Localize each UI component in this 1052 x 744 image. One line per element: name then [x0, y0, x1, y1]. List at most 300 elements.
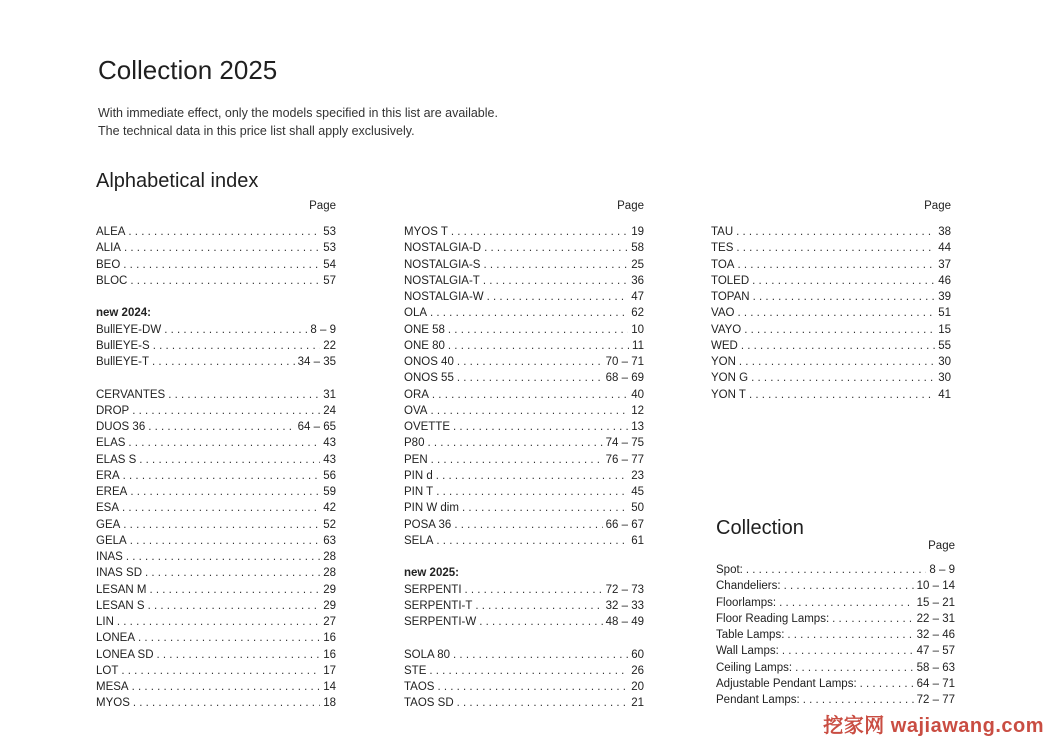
entry-name: YON T [711, 388, 746, 401]
entry-page: 56 [323, 469, 336, 482]
dot-leader [437, 679, 628, 695]
entry-name: OLA [404, 307, 428, 320]
entry-page: 13 [631, 421, 644, 433]
index-entry [404, 663, 644, 679]
index-entry [711, 338, 951, 354]
index-column-3 [711, 198, 951, 403]
entry-name: ELAS S [96, 453, 137, 466]
page-column-header: Page [617, 200, 644, 212]
index-entry [96, 419, 336, 435]
dot-leader [462, 500, 628, 516]
dot-leader [453, 419, 628, 435]
entry-page: 21 [631, 697, 644, 710]
dot-leader [133, 695, 320, 711]
dot-leader [148, 419, 294, 435]
entry-page: 46 [938, 274, 951, 287]
dot-leader [784, 578, 914, 594]
entry-page: 29 [323, 583, 336, 596]
entry-name: TAU [711, 226, 734, 238]
dot-leader [753, 289, 936, 305]
index-entry [96, 240, 336, 256]
entry-page: 41 [938, 388, 951, 401]
entry-name: NOSTALGIA-S [404, 258, 481, 271]
entry-page: 28 [323, 567, 336, 580]
dot-leader [465, 582, 603, 598]
index-entry [404, 500, 644, 516]
alphabetical-index-title: Alphabetical index [96, 170, 259, 192]
entry-name: TOLED [711, 274, 750, 287]
dot-leader [737, 257, 935, 273]
index-entry [96, 533, 336, 549]
entry-page: 43 [323, 437, 336, 450]
dot-leader [431, 452, 603, 468]
dot-leader [123, 257, 320, 273]
index-entry [404, 695, 644, 711]
entry-name: ELAS [96, 437, 126, 450]
entry-page: 59 [323, 486, 336, 498]
entry-page: 36 [631, 274, 644, 287]
dot-leader [451, 224, 628, 240]
entry-name: TOA [711, 258, 735, 271]
dot-leader [457, 354, 603, 370]
entry-name: NOSTALGIA-D [404, 242, 482, 255]
entry-name: SELA [404, 534, 434, 547]
entry-page: 53 [323, 242, 336, 255]
entry-page: 19 [631, 226, 644, 238]
dot-leader [132, 679, 321, 695]
entry-page: 55 [938, 339, 951, 352]
dot-leader [782, 643, 914, 659]
entry-name: BullEYE-S [96, 339, 150, 352]
entry-page: 11 [632, 339, 644, 352]
entry-page: 15 [938, 323, 951, 336]
index-entry [96, 257, 336, 273]
index-entry [716, 627, 955, 643]
entry-page: 30 [938, 356, 951, 368]
entry-name: OVETTE [404, 421, 451, 433]
entry-name: MESA [96, 681, 129, 693]
index-entry [96, 695, 336, 711]
index-entry [716, 643, 955, 659]
entry-page: 53 [323, 226, 336, 238]
index-entry [96, 468, 336, 484]
dot-leader [453, 647, 628, 663]
index-entry [404, 419, 644, 435]
entry-page: 27 [323, 616, 336, 628]
index-entry [96, 387, 336, 403]
dot-leader [138, 630, 320, 646]
entry-name: DUOS 36 [96, 421, 146, 433]
dot-leader [123, 517, 320, 533]
dot-leader [448, 338, 629, 354]
entry-name: YON G [711, 372, 749, 385]
dot-leader [832, 611, 913, 627]
entry-page: 52 [323, 518, 336, 531]
entry-name: Pendant Lamps: [716, 694, 800, 706]
dot-leader [448, 322, 628, 338]
entry-name: WED [711, 339, 738, 352]
entry-page: 60 [631, 648, 644, 661]
dot-leader [432, 387, 628, 403]
index-entry [711, 273, 951, 289]
entry-name: YON [711, 356, 736, 368]
index-entry [404, 403, 644, 419]
dot-leader [130, 484, 320, 500]
dot-leader [739, 354, 935, 370]
entry-page: 40 [631, 388, 644, 401]
index-entry [96, 354, 336, 370]
dot-leader [457, 370, 603, 386]
dot-leader [779, 595, 914, 611]
entry-name: SERPENTI [404, 583, 462, 596]
index-column-2 [404, 198, 644, 712]
index-entry [96, 484, 336, 500]
entry-name: Adjustable Pendant Lamps: [716, 677, 857, 690]
index-entry [96, 614, 336, 630]
index-entry [96, 517, 336, 533]
index-entry [96, 630, 336, 646]
index-entry [716, 578, 955, 594]
dot-leader [749, 387, 935, 403]
group-heading: new 2024: [96, 307, 151, 320]
entry-name: TAOS [404, 681, 435, 693]
dot-leader [436, 484, 628, 500]
index-entry [711, 354, 951, 370]
index-entry [96, 322, 336, 338]
entry-page: 30 [938, 372, 951, 385]
index-entry [96, 224, 336, 240]
entry-name: SOLA 80 [404, 648, 451, 661]
dot-leader [430, 305, 628, 321]
dot-leader [454, 517, 602, 533]
entry-name: P80 [404, 437, 425, 450]
index-entry [96, 338, 336, 354]
index-entry [404, 517, 644, 533]
entry-name: DROP [96, 404, 130, 417]
dot-leader [741, 338, 935, 354]
entry-page: 47 [631, 291, 644, 303]
entry-page: 10 – 14 [916, 580, 955, 593]
entry-page: 38 [938, 226, 951, 238]
index-entry [96, 549, 336, 565]
group-heading: new 2025: [404, 567, 459, 580]
index-column-1 [96, 198, 336, 712]
entry-page: 8 – 9 [929, 564, 955, 576]
entry-name: OVA [404, 404, 428, 417]
index-entry [404, 224, 644, 240]
index-entry [711, 370, 951, 386]
index-entry [716, 660, 955, 676]
index-entry [404, 354, 644, 370]
entry-name: Wall Lamps: [716, 645, 779, 658]
dot-leader [130, 273, 320, 289]
page-title: Collection 2025 [98, 55, 278, 85]
entry-page: 34 – 35 [297, 356, 336, 368]
index-entry [404, 679, 644, 695]
dot-leader [795, 660, 914, 676]
entry-page: 74 – 75 [605, 437, 644, 450]
dot-leader [124, 240, 320, 256]
index-entry [404, 614, 644, 630]
dot-leader [787, 627, 913, 643]
entry-page: 16 [323, 632, 336, 645]
dot-leader [860, 676, 914, 692]
entry-name: ONE 58 [404, 323, 445, 336]
index-entry [404, 598, 644, 614]
page-column-header: Page [309, 200, 336, 212]
dot-leader [436, 533, 628, 549]
entry-name: ONE 80 [404, 339, 445, 352]
entry-page: 58 [631, 242, 644, 255]
group-spacer [96, 370, 336, 386]
entry-name: PIN d [404, 469, 433, 482]
entry-page: 25 [631, 258, 644, 271]
entry-page: 48 – 49 [605, 616, 644, 628]
entry-name: BLOC [96, 274, 128, 287]
entry-name: LESAN M [96, 583, 147, 596]
index-entry [404, 484, 644, 500]
collection-title: Collection [716, 517, 804, 539]
dot-leader [429, 663, 628, 679]
index-entry [404, 387, 644, 403]
index-entry [96, 647, 336, 663]
dot-leader [128, 224, 320, 240]
entry-page: 64 – 65 [297, 421, 336, 433]
dot-leader [803, 692, 914, 708]
dot-leader [126, 549, 320, 565]
dot-leader [145, 565, 320, 581]
entry-page: 54 [323, 258, 336, 271]
entry-name: GEA [96, 518, 121, 531]
entry-name: BEO [96, 258, 121, 271]
entry-name: SERPENTI-W [404, 616, 477, 628]
dot-leader [122, 500, 320, 516]
entry-page: 39 [938, 291, 951, 303]
group-spacer [404, 630, 644, 646]
dot-leader [752, 273, 935, 289]
intro-line: The technical data in this price list shall apply exclusively. [98, 124, 415, 138]
dot-leader [751, 370, 935, 386]
dot-leader [152, 354, 295, 370]
dot-leader [164, 322, 307, 338]
entry-name: ALIA [96, 242, 121, 255]
index-entry [716, 595, 955, 611]
entry-name: INAS SD [96, 567, 143, 580]
index-entry [404, 289, 644, 305]
index-entry [404, 582, 644, 598]
index-entry [96, 403, 336, 419]
index-entry [404, 533, 644, 549]
index-entry [404, 338, 644, 354]
entry-name: TES [711, 242, 734, 255]
entry-name: Chandeliers: [716, 580, 781, 593]
entry-page: 8 – 9 [310, 323, 336, 336]
entry-page: 64 – 71 [916, 677, 955, 690]
index-entry [404, 468, 644, 484]
dot-leader [737, 305, 935, 321]
dot-leader [746, 562, 927, 578]
dot-leader [484, 240, 628, 256]
entry-name: Spot: [716, 564, 743, 576]
index-entry [404, 322, 644, 338]
entry-name: LESAN S [96, 599, 145, 612]
index-entry [404, 240, 644, 256]
entry-name: CERVANTES [96, 388, 166, 401]
entry-name: INAS [96, 551, 123, 563]
dot-leader [736, 224, 935, 240]
entry-page: 26 [631, 664, 644, 677]
index-entry [96, 500, 336, 516]
entry-name: LOT [96, 664, 119, 677]
entry-page: 57 [323, 274, 336, 287]
group-spacer [96, 289, 336, 305]
dot-leader [128, 435, 320, 451]
dot-leader [130, 533, 321, 549]
dot-leader [139, 452, 320, 468]
dot-leader [168, 387, 320, 403]
dot-leader [736, 240, 935, 256]
entry-page: 51 [938, 307, 951, 320]
entry-page: 32 – 46 [916, 629, 955, 641]
entry-name: Floor Reading Lamps: [716, 612, 830, 625]
collection-list [716, 538, 955, 708]
entry-name: POSA 36 [404, 518, 452, 531]
entry-page: 10 [631, 323, 644, 336]
entry-name: MYOS T [404, 226, 448, 238]
entry-name: BullEYE-T [96, 356, 150, 368]
entry-page: 16 [323, 648, 336, 661]
intro-text [98, 104, 498, 140]
index-entry [711, 240, 951, 256]
entry-name: ORA [404, 388, 429, 401]
index-entry [716, 692, 955, 708]
index-entry [404, 647, 644, 663]
entry-name: PEN [404, 453, 428, 466]
entry-name: NOSTALGIA-W [404, 291, 484, 303]
entry-name: BullEYE-DW [96, 323, 162, 336]
entry-page: 24 [323, 404, 336, 417]
entry-page: 32 – 33 [605, 599, 644, 612]
entry-page: 22 [323, 339, 336, 352]
entry-page: 58 – 63 [916, 661, 955, 674]
index-entry [716, 676, 955, 692]
dot-leader [148, 598, 321, 614]
index-entry [716, 611, 955, 627]
entry-name: ONOS 55 [404, 372, 454, 385]
entry-page: 15 – 21 [916, 596, 955, 609]
index-entry [711, 257, 951, 273]
entry-page: 17 [323, 664, 336, 677]
entry-page: 76 – 77 [605, 453, 644, 466]
entry-page: 29 [323, 599, 336, 612]
entry-page: 12 [631, 404, 644, 417]
entry-name: Ceiling Lamps: [716, 661, 793, 674]
entry-page: 70 – 71 [605, 356, 644, 368]
dot-leader [475, 598, 602, 614]
page-column-header: Page [924, 200, 951, 212]
entry-page: 20 [631, 681, 644, 693]
index-entry [404, 370, 644, 386]
entry-name: SERPENTI-T [404, 599, 473, 612]
collection-page-header: Page [928, 540, 955, 552]
entry-page: 66 – 67 [605, 518, 644, 531]
group-spacer [404, 549, 644, 565]
entry-page: 44 [938, 242, 951, 255]
entry-page: 63 [323, 534, 336, 547]
index-entry [711, 387, 951, 403]
entry-page: 68 – 69 [605, 372, 644, 385]
entry-page: 72 – 73 [605, 583, 644, 596]
entry-name: TOPAN [711, 291, 750, 303]
index-entry [96, 679, 336, 695]
dot-leader [153, 338, 321, 354]
index-entry [96, 273, 336, 289]
entry-name: GELA [96, 534, 127, 547]
entry-page: 62 [631, 307, 644, 320]
entry-name: VAYO [711, 323, 742, 336]
index-entry [404, 257, 644, 273]
entry-name: ALEA [96, 226, 126, 238]
index-entry [711, 224, 951, 240]
index-entry [96, 598, 336, 614]
index-entry [96, 663, 336, 679]
entry-name: LONEA [96, 632, 135, 645]
index-entry [96, 452, 336, 468]
entry-name: ESA [96, 502, 120, 515]
entry-page: 14 [323, 681, 336, 693]
index-entry [404, 273, 644, 289]
entry-page: 31 [323, 388, 336, 401]
watermark: 挖家网 wajiawang.com [823, 715, 1044, 737]
entry-name: PIN W dim [404, 502, 459, 515]
dot-leader [123, 468, 321, 484]
entry-name: VAO [711, 307, 735, 320]
index-entry [711, 305, 951, 321]
entry-page: 43 [323, 453, 336, 466]
dot-leader [121, 663, 320, 679]
index-entry [96, 435, 336, 451]
entry-name: ONOS 40 [404, 356, 454, 368]
entry-page: 47 – 57 [916, 645, 955, 658]
entry-name: PIN T [404, 486, 434, 498]
entry-page: 23 [631, 469, 644, 482]
dot-leader [483, 257, 628, 273]
dot-leader [157, 647, 321, 663]
entry-name: MYOS [96, 697, 130, 710]
dot-leader [483, 273, 628, 289]
dot-leader [744, 322, 935, 338]
entry-name: LIN [96, 616, 114, 628]
intro-line: With immediate effect, only the models specified in this list are available. [98, 106, 498, 120]
index-entry [711, 289, 951, 305]
index-entry [404, 305, 644, 321]
dot-leader [427, 435, 602, 451]
entry-page: 61 [631, 534, 644, 547]
dot-leader [117, 614, 320, 630]
entry-page: 42 [323, 502, 336, 515]
index-entry [404, 452, 644, 468]
dot-leader [132, 403, 320, 419]
dot-leader [457, 695, 629, 711]
entry-name: EREA [96, 486, 128, 498]
entry-page: 72 – 77 [916, 694, 955, 706]
dot-leader [479, 614, 602, 630]
entry-page: 22 – 31 [916, 612, 955, 625]
entry-page: 37 [938, 258, 951, 271]
entry-name: STE [404, 664, 427, 677]
entry-name: TAOS SD [404, 697, 454, 710]
index-entry [711, 322, 951, 338]
